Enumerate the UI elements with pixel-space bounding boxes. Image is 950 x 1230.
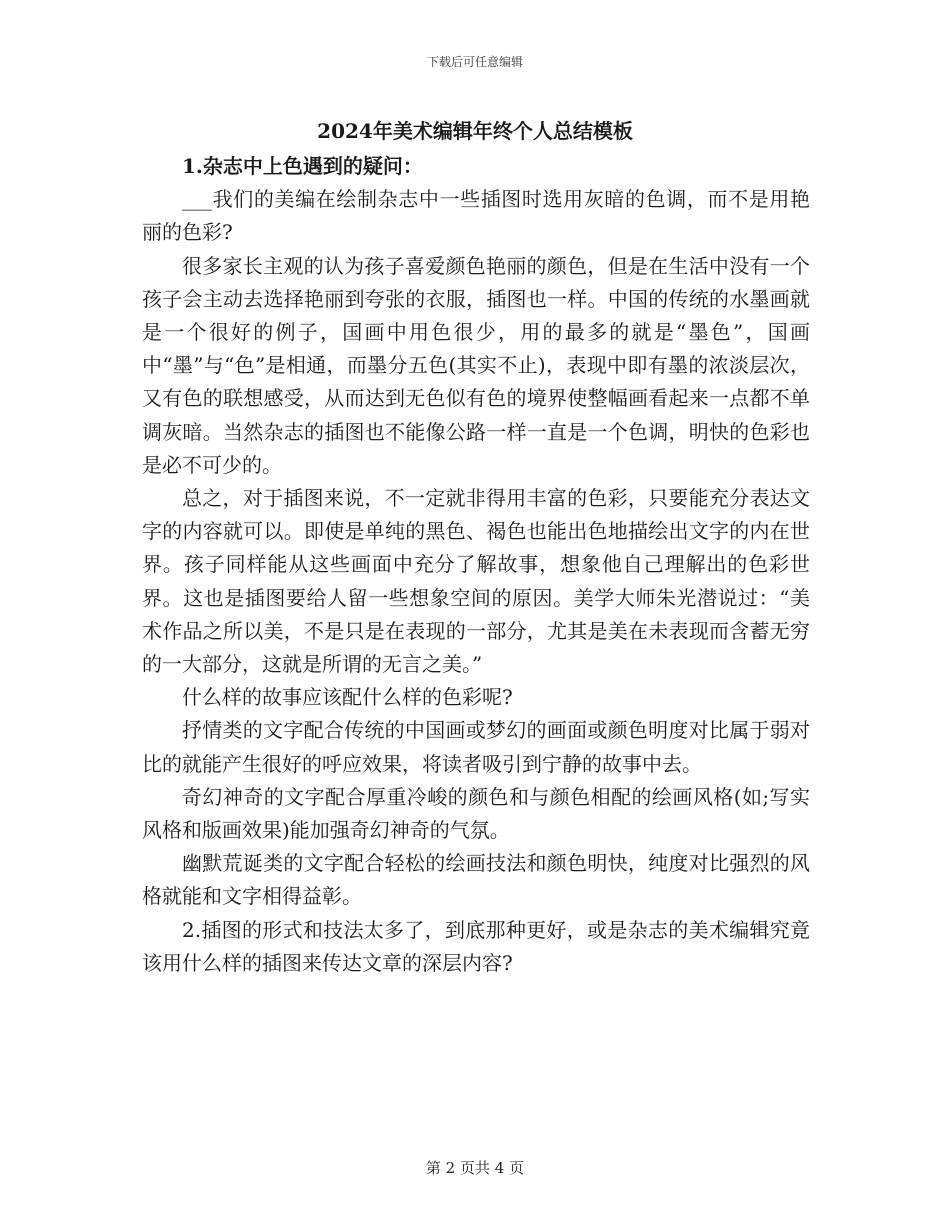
page-header: 下载后可任意编辑 [426, 55, 523, 69]
paragraph: 2.插图的形式和技法太多了，到底那种更好，或是杂志的美术编辑究竟该用什么样的插图来传达文章的深层内容? [142, 917, 810, 975]
page-footer: 第 2 页共 4 页 [425, 1159, 525, 1177]
paragraph: 奇幻神奇的文字配合厚重冷峻的颜色和与颜色相配的绘画风格(如;写实风格和版画效果)能加强奇幻神奇的气氛。 [142, 784, 810, 843]
paragraph: 幽默荒诞类的文字配合轻松的绘画技法和颜色明快，纯度对比强烈的风格就能和文字相得益彰。 [142, 851, 810, 909]
paragraph: 什么样的故事应该配什么样的色彩呢? [182, 685, 513, 710]
document-title: 2024年美术编辑年终个人总结模板 [317, 119, 633, 143]
section-heading: 1.杂志中上色遇到的疑问： [182, 154, 423, 178]
paragraph: ___我们的美编在绘制杂志中一些插图时选用灰暗的色调，而不是用艳丽的色彩? [142, 187, 810, 245]
paragraph: 很多家长主观的认为孩子喜爱颜色艳丽的颜色，但是在生活中没有一个孩子会主动去选择艳丽到夸张的衣服，插图也一样。中国的传统的水墨画就是一个很好的例子，国画中用色很少，用的最多的就是“墨色”，国画中“墨”与“色”是相通，而墨分五色(其实不止)，表现中即有墨的浓淡层次，又有色的联想感受，从而达到无色似有色的境界使整幅画看起来一点都不单调灰暗。当然杂志的插图也不能像公路一样一直是一个色调，明快的色彩也是必不可少的。 [142, 253, 810, 477]
document-body [142, 150, 810, 980]
paragraph: 抒情类的文字配合传统的中国画或梦幻的画面或颜色明度对比属于弱对比的就能产生很好的呼应效果，将读者吸引到宁静的故事中去。 [142, 718, 810, 776]
paragraph: 总之，对于插图来说，不一定就非得用丰富的色彩，只要能充分表达文字的内容就可以。即使是单纯的黑色、褐色也能出色地描绘出文字的内在世界。孩子同样能从这些画面中充分了解故事，想象他自己理解出的色彩世界。这也是插图要给人留一些想象空间的原因。美学大师朱光潜说过：“美术作品之所以美，不是只是在表现的一部分，尤其是美在未表现而含蓄无穷的一大部分，这就是所谓的无言之美。” [142, 486, 810, 677]
